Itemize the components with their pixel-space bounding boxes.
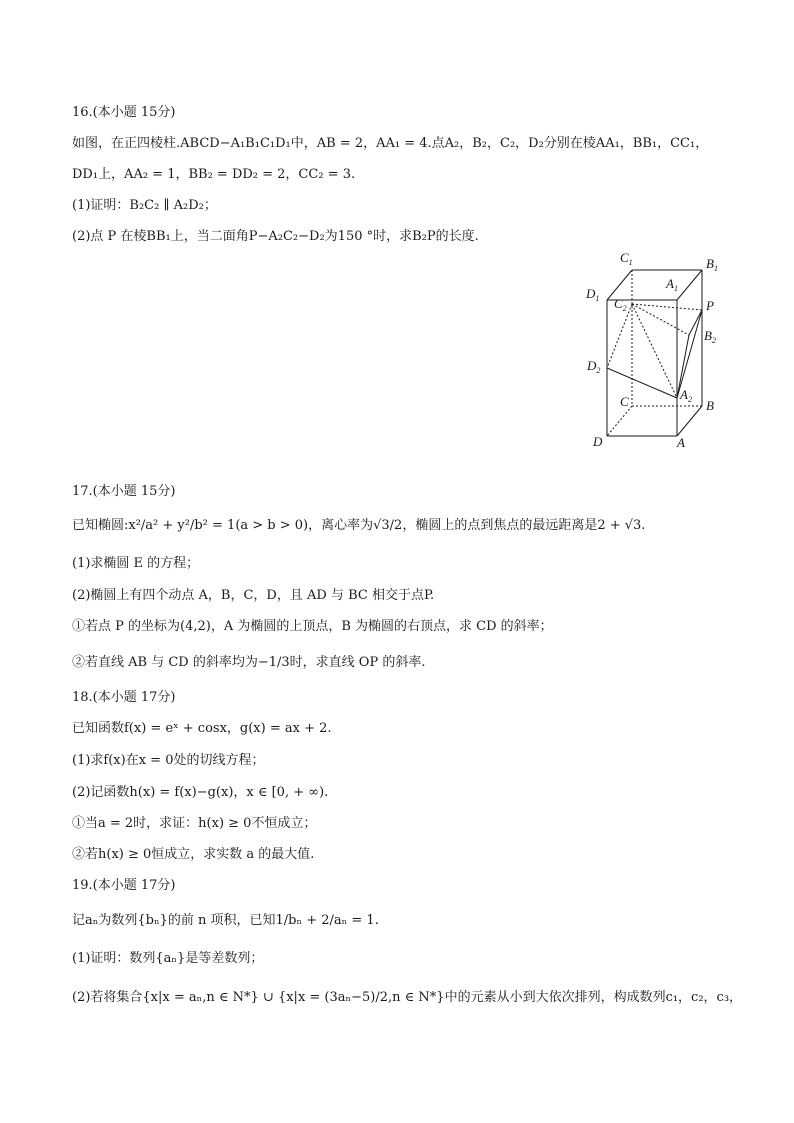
label-c2: $C_2$ (614, 296, 627, 313)
label-c1: $C_1$ (620, 250, 633, 267)
problem-18-stem: 已知函数f(x) = eˣ + cosx，g(x) = ax + 2. (72, 721, 332, 736)
edge-B1A1 (677, 270, 702, 300)
label-b2: $B_2$ (704, 328, 716, 345)
problem-19-stem: 记aₙ为数列{bₙ}的前 n 项积，已知1/bₙ + 2/aₙ = 1. (72, 913, 379, 928)
problem-17-stem: 已知椭圆:x²/a² + y²/b² = 1(a > b > 0)，离心率为√3/2，椭圆上的点到焦点的最远距离是2 + √3. (72, 518, 646, 533)
label-a2: $A_2$ (680, 387, 692, 404)
edge-AB (677, 406, 702, 436)
problem-19-part-2: (2)若将集合{x|x = aₙ,n ∈ N*} ∪ {x|x = (3aₙ−5)/2,n ∈ N*}中的元素从小到大依次排列，构成数列c₁，c₂，c₃， (72, 990, 743, 1005)
problem-16-stem-line-1: 如图，在正四棱柱.ABCD−A₁B₁C₁D₁中，AB = 2，AA₁ = 4.点A₂，B₂，C₂，D₂分别在棱AA₁，BB₁，CC₁， (72, 136, 709, 151)
problem-18-heading: 18.(本小题 17分) (72, 690, 176, 705)
problem-16-stem-line-2: DD₁上，AA₂ = 1，BB₂ = DD₂ = 2，CC₂ = 3. (72, 167, 356, 182)
problem-18-part-2-i: ①当a = 2时，求证：h(x) ≥ 0不恒成立； (72, 816, 317, 831)
label-p: P (706, 298, 714, 313)
problem-18-part-1: (1)求f(x)在x = 0处的切线方程； (72, 753, 265, 768)
problem-19-heading: 19.(本小题 17分) (72, 878, 176, 893)
problem-17-part-2-ii: ②若直线 AB 与 CD 的斜率均为−1/3时，求直线 OP 的斜率. (72, 655, 426, 670)
label-a: A (677, 435, 685, 450)
label-d: D (593, 434, 603, 449)
problem-16-part-1: (1)证明：B₂C₂ ∥ A₂D₂； (72, 198, 217, 213)
prism-figure (582, 248, 732, 458)
segment-C2D2-hidden (607, 304, 632, 368)
problem-16-heading: 16.(本小题 15分) (72, 105, 176, 120)
problem-17-part-1: (1)求椭圆 E 的方程； (72, 556, 200, 571)
label-c: C (620, 394, 629, 409)
prism-edges (607, 270, 702, 436)
problem-16-part-2: (2)点 P 在棱BB₁上，当二面角P−A₂C₂−D₂为150 °时，求B₂P的长度. (72, 229, 479, 244)
problem-18-part-2-ii: ②若h(x) ≥ 0恒成立，求实数 a 的最大值. (72, 847, 315, 862)
label-d2: $D_2$ (587, 358, 601, 375)
problem-17-part-2: (2)椭圆上有四个动点 A，B，C，D，且 AD 与 BC 相交于点P. (72, 588, 435, 603)
edge-CD-hidden (607, 406, 632, 436)
problem-17-heading: 17.(本小题 15分) (72, 484, 176, 499)
problem-17-part-2-i: ①若点 P 的坐标为(4,2)，A 为椭圆的上顶点，B 为椭圆的右顶点，求 CD 的斜率； (72, 619, 553, 634)
segment-C2A2-hidden (632, 304, 677, 398)
problem-18-part-2: (2)记函数h(x) = f(x)−g(x)，x ∈ [0, + ∞). (72, 785, 329, 800)
prism-hidden-edges (607, 270, 702, 436)
problem-19-part-1: (1)证明：数列{aₙ}是等差数列； (72, 951, 264, 966)
label-d1: $D_1$ (586, 286, 600, 303)
segment-D2A2 (607, 368, 677, 398)
label-b: B (706, 398, 714, 413)
label-a1: $A_1$ (666, 276, 678, 293)
label-b1: $B_1$ (706, 256, 718, 273)
segment-C2P-hidden (632, 304, 702, 310)
segment-A2P (677, 310, 702, 398)
